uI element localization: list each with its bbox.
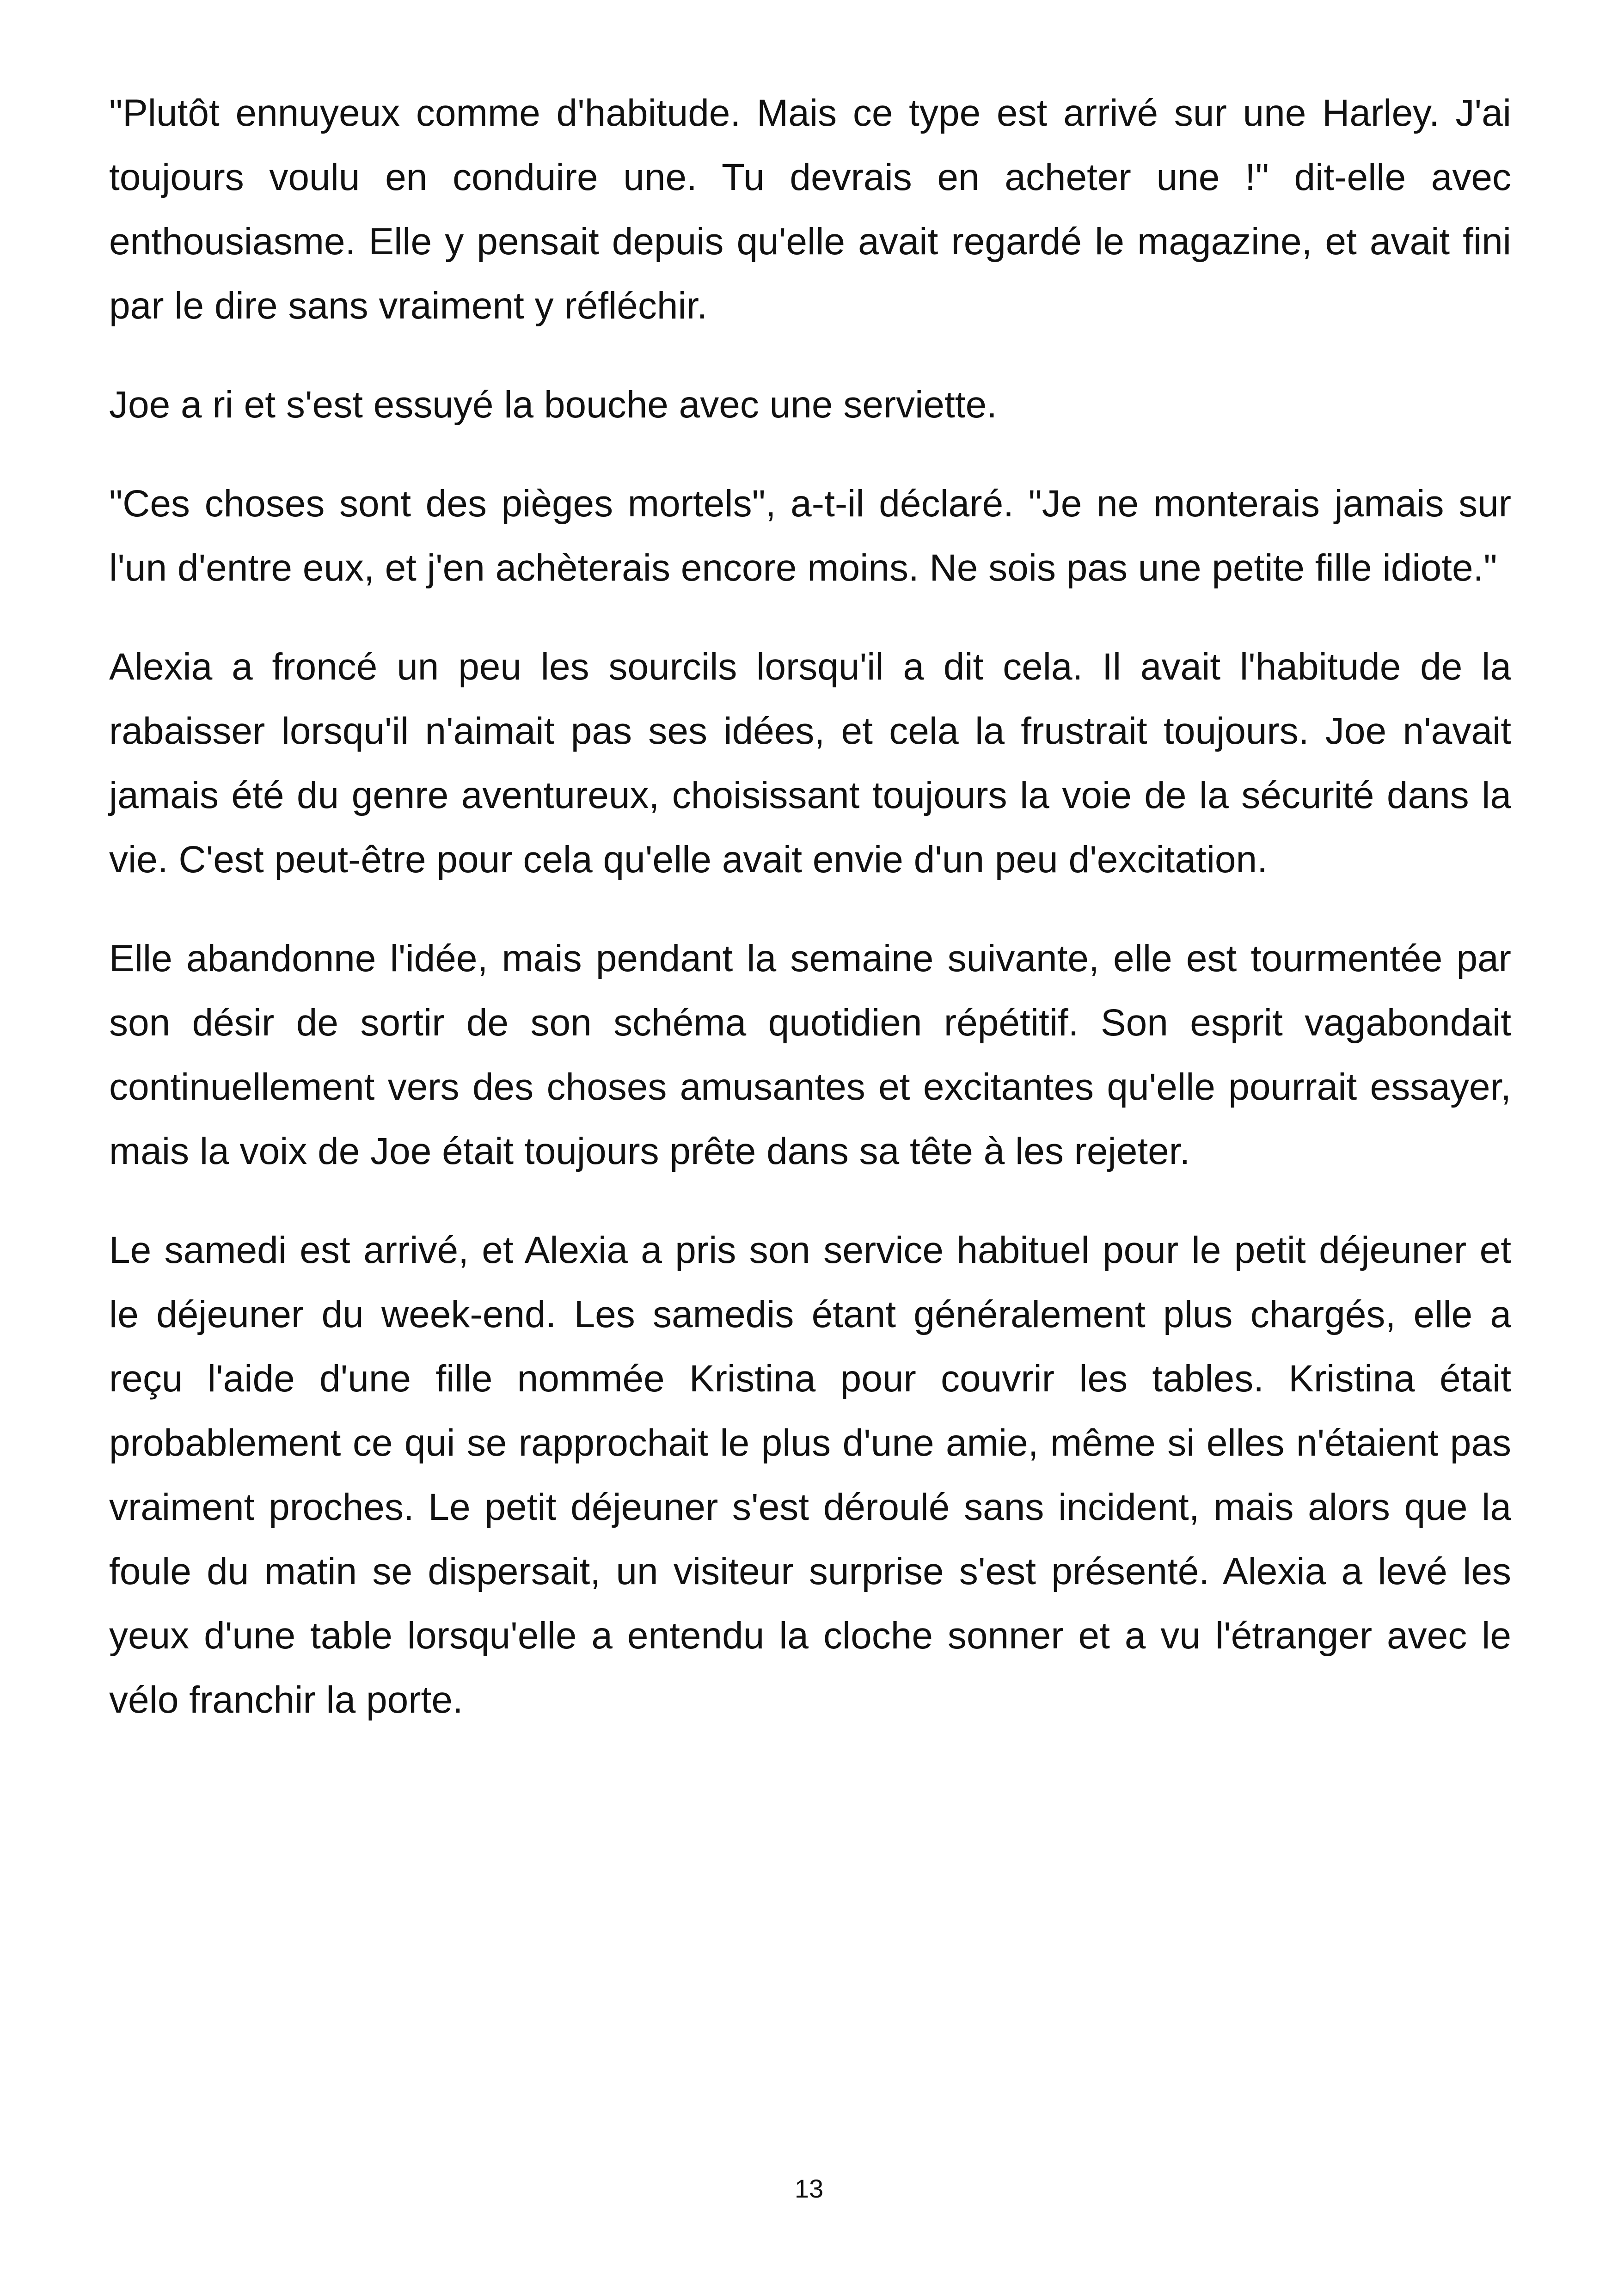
- paragraph-5: Elle abandonne l'idée, mais pendant la semaine suivante, elle est tourmentée par son désir de sortir de son schéma quotidien répétitif. Son esprit vagabondait continuellement vers des choses amusantes et excitantes qu'elle pourrait essayer, mais la voix de Joe était toujours prête dans sa tête à les rejeter.: [109, 937, 1511, 1172]
- paragraph-3: "Ces choses sont des pièges mortels", a-t-il déclaré. "Je ne monterais jamais sur l'un d'entre eux, et j'en achèterais encore moins. Ne sois pas une petite fille idiote.": [109, 483, 1511, 589]
- body-text: [109, 81, 1511, 1767]
- paragraph-1: "Plutôt ennuyeux comme d'habitude. Mais ce type est arrivé sur une Harley. J'ai toujours voulu en conduire une. Tu devrais en acheter une !" dit-elle avec enthousiasme. Elle y pensait depuis qu'elle avait regardé le magazine, et avait fini par le dire sans vraiment y réfléchir.: [109, 92, 1511, 327]
- paragraph-2: Joe a ri et s'est essuyé la bouche avec une serviette.: [109, 384, 997, 426]
- page-number: 13: [794, 2174, 824, 2203]
- paragraph-4: Alexia a froncé un peu les sourcils lorsqu'il a dit cela. Il avait l'habitude de la rabaisser lorsqu'il n'aimait pas ses idées, et cela la frustrait toujours. Joe n'avait jamais été du genre aventureux, choisissant toujours la voie de la sécurité dans la vie. C'est peut-être pour cela qu'elle avait envie d'un peu d'excitation.: [109, 646, 1511, 881]
- paragraph-6: Le samedi est arrivé, et Alexia a pris son service habituel pour le petit déjeuner et le déjeuner du week-end. Les samedis étant généralement plus chargés, elle a reçu l'aide d'une fille nommée Kristina pour couvrir les tables. Kristina était probablement ce qui se rapprochait le plus d'une amie, même si elles n'étaient pas vraiment proches. Le petit déjeuner s'est déroulé sans incident, mais alors que la foule du matin se dispersait, un visiteur surprise s'est présenté. Alexia a levé les yeux d'une table lorsqu'elle a entendu la cloche sonner et a vu l'étranger avec le vélo franchir la porte.: [109, 1229, 1511, 1721]
